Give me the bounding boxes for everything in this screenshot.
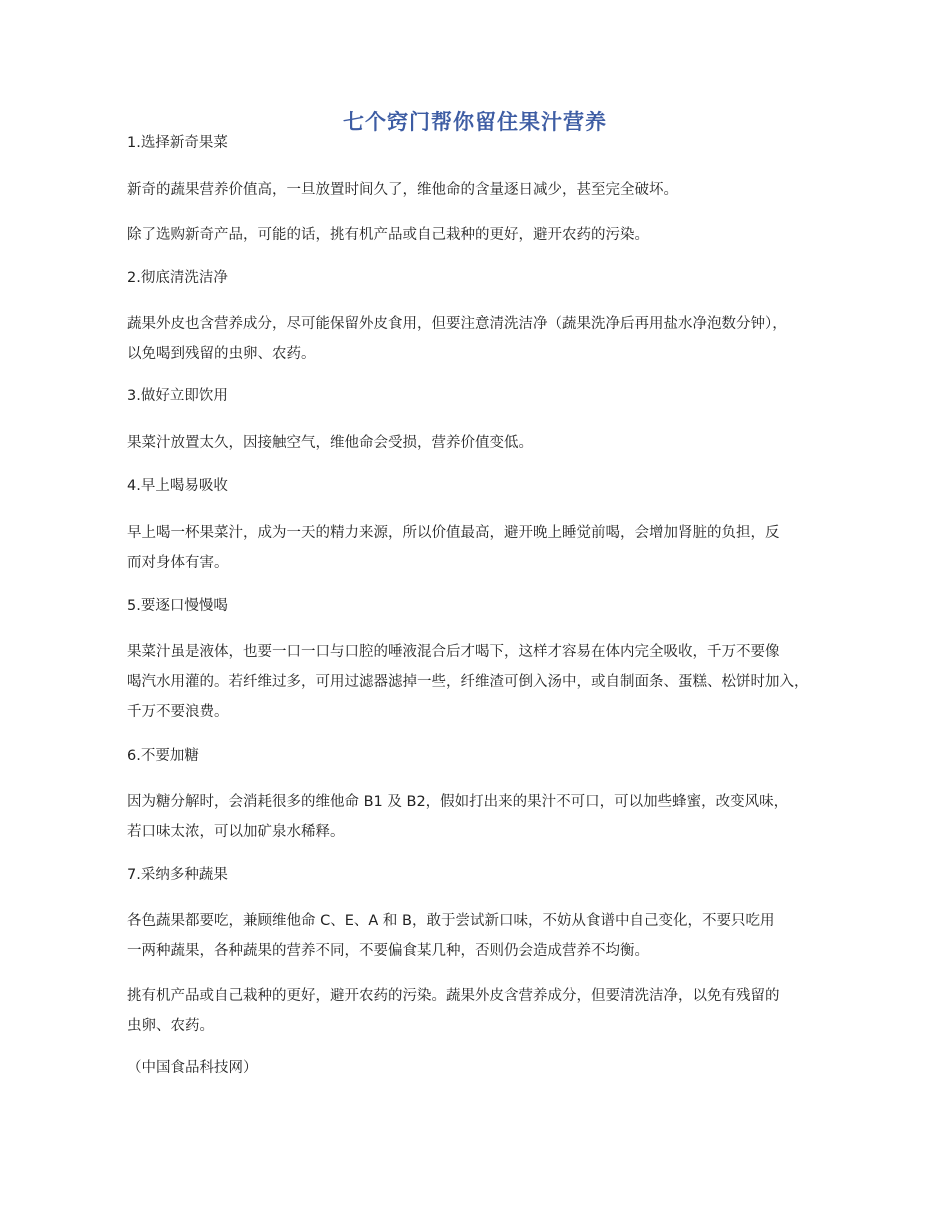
paragraph-line: 千万不要浪费。 [127,704,229,720]
section-7-heading: 7.采纳多种蔬果 [127,867,228,883]
section-2-paragraph-1 [90,309,870,369]
paragraph-line: 果菜汁虽是液体，也要一口一口与口腔的唾液混合后才喝下，这样才容易在体内完全吸收，千万不要像 [127,644,780,660]
section-6-paragraph-1 [90,787,870,847]
paragraph-line: 若口味太浓，可以加矿泉水稀释。 [127,824,345,840]
section-4-heading: 4.早上喝易吸收 [127,478,228,494]
source-citation: （中国食品科技网） [127,1060,258,1076]
paragraph-line: 早上喝一杯果菜汁，成为一天的精力来源，所以价值最高，避开晚上睡觉前喝，会增加肾脏的负担，反 [127,525,780,541]
section-2-heading: 2.彻底清洗洁净 [127,270,228,286]
paragraph-line: 虫卵、农药。 [127,1018,214,1034]
section-1-paragraph-2: 除了选购新奇产品，可能的话，挑有机产品或自己栽种的更好，避开农药的污染。 [127,227,649,243]
section-5-paragraph-1 [90,637,870,727]
paragraph-line: 以免喝到残留的虫卵、农药。 [127,346,316,362]
paragraph-line: 而对身体有害。 [127,555,229,571]
document-title: 七个窍门帮你留住果汁营养 [343,110,607,134]
paragraph-line: 挑有机产品或自己栽种的更好，避开农药的污染。蔬果外皮含营养成分，但要清洗洁净，以免有残留的 [127,988,780,1004]
paragraph-line: 蔬果外皮也含营养成分，尽可能保留外皮食用，但要注意清洗洁净（蔬果洗净后再用盐水净泡数分钟）， [127,316,787,332]
section-7-paragraph-2 [90,981,870,1041]
section-6-heading: 6.不要加糖 [127,748,199,764]
section-3-heading: 3.做好立即饮用 [127,388,228,404]
paragraph-line: 各色蔬果都要吃，兼顾维他命 C、E、A 和 B，敢于尝试新口味，不妨从食谱中自己变化，不要只吃用 [127,913,775,929]
section-4-paragraph-1 [90,518,870,578]
section-7-paragraph-1 [90,906,870,966]
section-1-paragraph-1: 新奇的蔬果营养价值高，一旦放置时间久了，维他命的含量逐日减少，甚至完全破坏。 [127,182,678,198]
section-1-heading: 1.选择新奇果菜 [127,135,228,151]
paragraph-line: 一两种蔬果，各种蔬果的营养不同，不要偏食某几种，否则仍会造成营养不均衡。 [127,943,649,959]
paragraph-line: 喝汽水用灌的。若纤维过多，可用过滤器滤掉一些，纤维渣可倒入汤中，或自制面条、蛋糕、松饼时加入， [127,674,809,690]
section-3-paragraph-1: 果菜汁放置太久，因接触空气，维他命会受损，营养价值变低。 [127,435,533,451]
section-5-heading: 5.要逐口慢慢喝 [127,598,228,614]
paragraph-line: 因为糖分解时，会消耗很多的维他命 B1 及 B2，假如打出来的果汁不可口，可以加些蜂蜜，改变风味， [127,794,789,810]
